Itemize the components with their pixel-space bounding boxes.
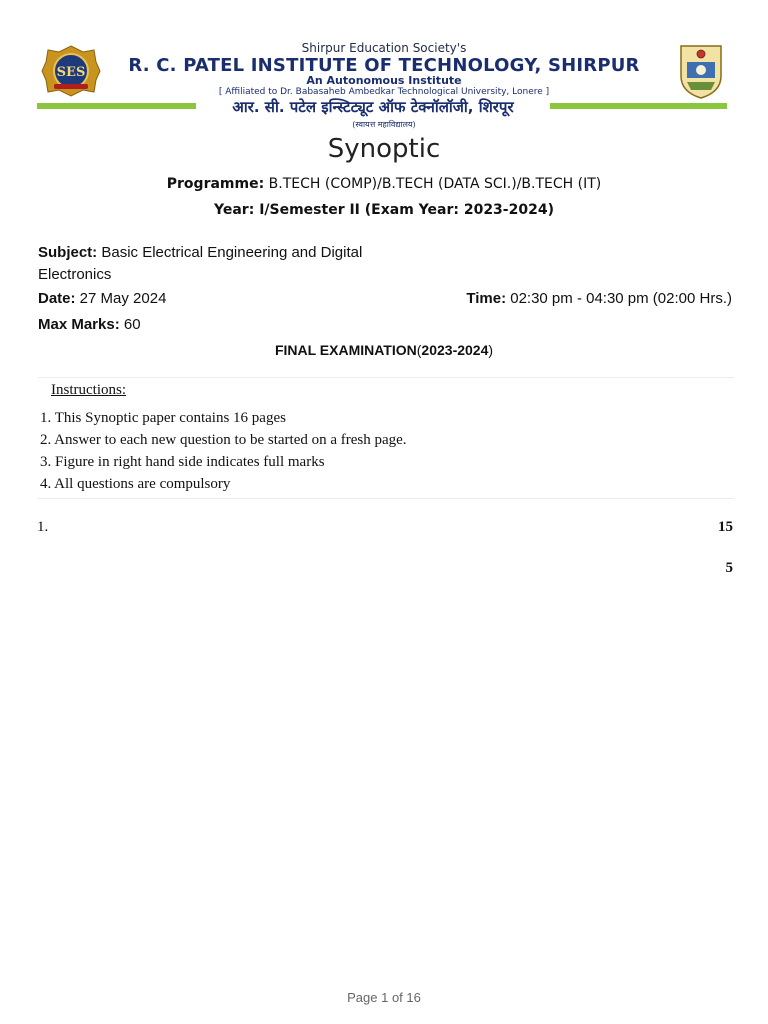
instruction-item: 3. Figure in right hand side indicates full marks <box>40 454 325 470</box>
instruction-item: 2. Answer to each new question to be started on a fresh page. <box>40 432 407 448</box>
subject-line <box>38 242 398 286</box>
final-exam-close-paren: ) <box>488 342 494 358</box>
final-exam-open-paren: ( <box>416 342 422 358</box>
society-name: Shirpur Education Society's <box>301 41 467 55</box>
programme-value: B.TECH (COMP)/B.TECH (DATA SCI.)/B.TECH (IT) <box>264 176 602 192</box>
programme-line <box>0 176 768 192</box>
question-part-marks: 5 <box>725 560 733 576</box>
subject-label: Subject: <box>38 244 98 261</box>
autonomous-label: An Autonomous Institute <box>306 74 462 87</box>
time-value: 02:30 pm - 04:30 pm (02:00 Hrs.) <box>506 290 732 307</box>
ses-logo-text: SES <box>56 65 86 80</box>
institute-name: R. C. PATEL INSTITUTE OF TECHNOLOGY, SHIRPUR <box>128 55 640 76</box>
institute-crest <box>678 42 724 100</box>
instructions-list <box>40 407 407 495</box>
year-semester-line: Year: I/Semester II (Exam Year: 2023-2024) <box>214 202 554 218</box>
date-line <box>38 290 166 307</box>
final-exam-heading <box>0 342 768 358</box>
instructions-bottom-divider <box>38 498 734 499</box>
subject-value: Basic Electrical Engineering and Digital Electronics <box>38 244 363 283</box>
time-label: Time: <box>466 290 507 307</box>
paper-title: Synoptic <box>327 134 441 164</box>
programme-label: Programme: <box>166 176 265 192</box>
question-number: 1. <box>37 519 49 535</box>
affiliation-note: [ Affiliated to Dr. Babasaheb Ambedkar Technological University, Lonere ] <box>218 87 550 97</box>
institute-name-marathi: आर. सी. पटेल इन्स्टिट्यूट ऑफ टेक्नॉलॉजी, शिरपूर <box>196 97 550 117</box>
final-exam-year: 2023-2024 <box>421 342 489 358</box>
page-indicator: Page 1 of 16 <box>347 990 421 1005</box>
instructions-heading: Instructions: <box>51 382 126 398</box>
max-marks-label: Max Marks: <box>38 316 120 333</box>
instruction-item: 1. This Synoptic paper contains 16 pages <box>40 410 286 426</box>
date-label: Date: <box>38 290 76 307</box>
instruction-item: 4. All questions are compulsory <box>40 476 231 492</box>
question-total-marks: 15 <box>718 519 733 535</box>
time-line <box>466 290 732 307</box>
max-marks-value: 60 <box>119 316 141 333</box>
max-marks-line <box>38 316 141 333</box>
instructions-top-divider <box>38 377 734 378</box>
final-exam-title: FINAL EXAMINATION <box>274 342 417 358</box>
date-value: 27 May 2024 <box>75 290 167 307</box>
institute-subtitle-marathi: (स्वायत्त महाविद्यालय) <box>352 120 416 129</box>
